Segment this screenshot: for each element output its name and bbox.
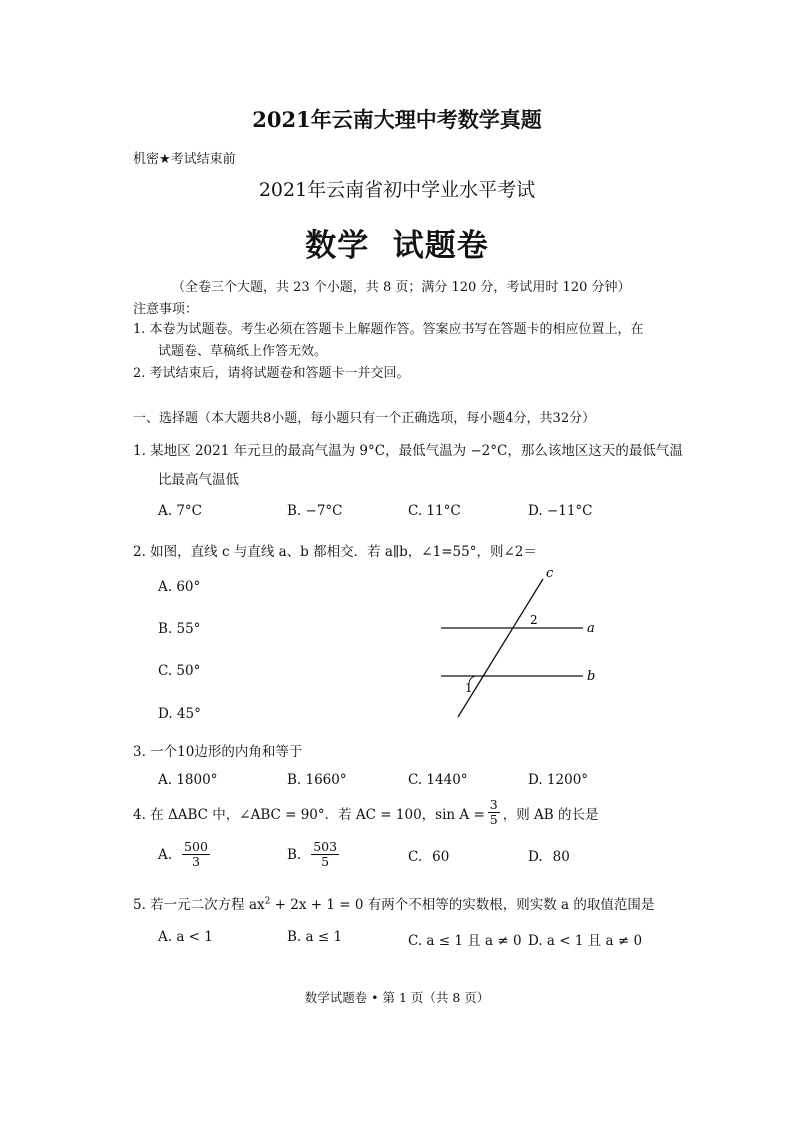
question-4-option-b xyxy=(287,840,339,870)
fraction-denominator: 3 xyxy=(192,854,200,870)
fraction-denominator: 5 xyxy=(489,812,498,828)
fraction-numerator: 500 xyxy=(184,839,208,854)
question-3-option-d: D. 1200° xyxy=(528,772,589,788)
question-1-text: 1. 某地区 2021 年元旦的最高气温为 9°C，最低气温为 −2°C，那么该地区这天的最低气温 xyxy=(133,443,683,459)
question-1-option-b: B. −7°C xyxy=(287,503,343,519)
question-5-text-end: + 2x + 1 = 0 有两个不相等的实数根，则实数 a 的取值范围是 xyxy=(270,897,655,913)
line-c xyxy=(458,579,543,717)
question-5-option-d: D. a < 1 且 a ≠ 0 xyxy=(528,933,643,949)
page-main-title: 2021年云南大理中考数学真题 xyxy=(252,107,542,132)
label-c: c xyxy=(546,566,554,581)
note-item: 1. 本卷为试题卷。考生必须在答题卡上解题作答。答案应书写在答题卡的相应位置上，在 xyxy=(133,322,644,337)
option-label: D. xyxy=(528,849,543,865)
notes-heading: 注意事项： xyxy=(133,302,199,317)
question-4-text xyxy=(133,798,598,828)
question-2-option-c: C. 50° xyxy=(158,663,201,679)
label-b: b xyxy=(587,669,596,684)
question-2-option-d: D. 45° xyxy=(158,706,201,722)
fraction-numerator: 3 xyxy=(489,797,498,812)
question-5-text xyxy=(133,893,654,913)
label-a: a xyxy=(587,621,595,636)
note-item: 2. 考试结束后，请将试题卷和答题卡一并交回。 xyxy=(133,366,410,381)
option-fraction xyxy=(311,840,339,870)
page-footer: 数学试题卷 • 第 1 页（共 8 页） xyxy=(304,990,490,1005)
note-item-continued: 试题卷、草稿纸上作答无效。 xyxy=(158,344,328,359)
question-4-option-c xyxy=(408,849,449,865)
option-label: B. xyxy=(287,846,302,863)
question-5-option-b: B. a ≤ 1 xyxy=(287,929,343,945)
question-2-option-b: B. 55° xyxy=(158,621,201,637)
question-3-option-b: B. 1660° xyxy=(287,772,347,788)
question-5-option-c: C. a ≤ 1 且 a ≠ 0 xyxy=(408,933,522,949)
option-label: C. xyxy=(408,849,423,865)
question-4-option-d xyxy=(528,849,570,865)
question-1-option-c: C. 11°C xyxy=(408,503,461,519)
fraction-numerator: 503 xyxy=(313,839,338,854)
option-fraction xyxy=(182,840,210,870)
question-3-text: 3. 一个10边形的内角和等于 xyxy=(133,744,303,760)
option-value: 60 xyxy=(432,849,450,865)
question-1-text-continued: 比最高气温低 xyxy=(158,472,239,488)
label-angle-2: 2 xyxy=(530,613,538,627)
question-5-text-start: 5. 若一元二次方程 ax xyxy=(133,897,265,913)
section-heading: 一、选择题（本大题共8小题，每小题只有一个正确选项，每小题4分，共32分） xyxy=(133,411,596,426)
question-4-text-start: 4. 在 ΔABC 中，∠ABC = 90°．若 AC = 100，sin A = xyxy=(133,806,485,823)
paper-title: 数学 试题卷 xyxy=(305,228,489,264)
question-5-option-a: A. a < 1 xyxy=(158,929,213,945)
question-1-option-d: D. −11°C xyxy=(528,503,593,519)
question-2-text: 2. 如图，直线 c 与直线 a、b 都相交．若 a∥b，∠1=55°，则∠2＝ xyxy=(133,544,537,560)
confidential-label: 机密★考试结束前 xyxy=(133,152,236,167)
question-2-option-a: A. 60° xyxy=(158,579,201,595)
label-angle-1: 1 xyxy=(465,681,473,695)
exam-info: （全卷三个大题，共 23 个小题，共 8 页；满分 120 分，考试用时 120 分钟） xyxy=(172,280,631,295)
question-3-option-a: A. 1800° xyxy=(158,772,218,788)
exam-title: 2021年云南省初中学业水平考试 xyxy=(258,179,536,201)
question-4-option-a xyxy=(158,840,210,870)
superscript: 2 xyxy=(264,896,271,907)
question-2-figure xyxy=(430,562,610,724)
option-label: A. xyxy=(158,846,173,863)
question-4-text-end: ，则 AB 的长是 xyxy=(502,806,599,823)
question-3-option-c: C. 1440° xyxy=(408,772,468,788)
fraction-denominator: 5 xyxy=(321,854,330,870)
question-1-option-a: A. 7°C xyxy=(158,503,203,519)
option-value: 80 xyxy=(552,849,570,865)
question-4-fraction xyxy=(488,798,500,828)
